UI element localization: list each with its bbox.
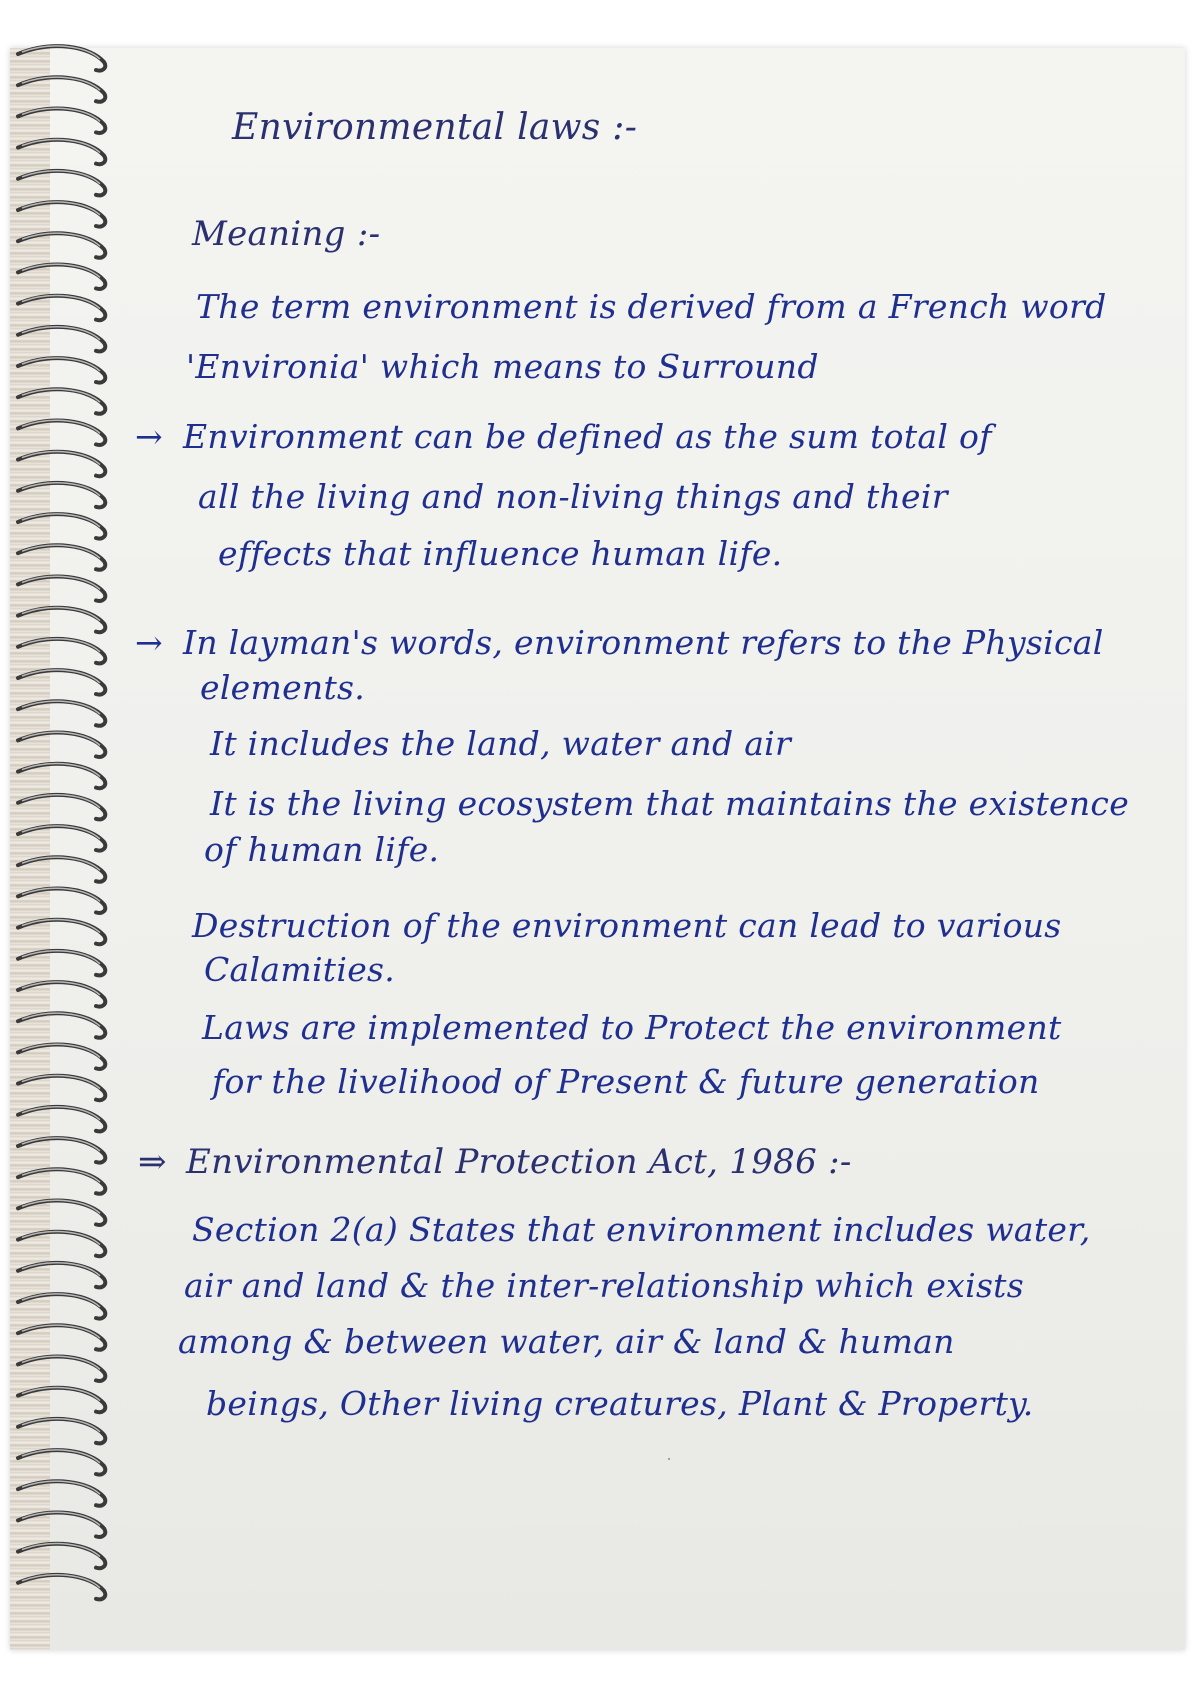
act-heading-row <box>138 1142 852 1182</box>
para2-line-3: effects that influence human life. <box>218 534 783 573</box>
section-line-3: among & between water, air & land & human <box>178 1322 955 1361</box>
meaning-heading: Meaning :- <box>192 214 381 254</box>
double-arrow-icon: ⇒ <box>138 1142 167 1182</box>
para3-line-7: Calamities. <box>204 950 396 989</box>
paper-speck <box>668 1458 670 1460</box>
para1-line-1: The term environment is derived from a French word <box>196 287 1107 326</box>
para3-line-5: of human life. <box>204 830 440 869</box>
arrow-icon: → <box>135 623 163 662</box>
para3-line-3: It includes the land, water and air <box>210 724 792 763</box>
bullet1 <box>135 417 992 457</box>
para1-line-2: 'Environia' which means to Surround <box>186 347 819 386</box>
section-line-1: Section 2(a) States that environment includes water, <box>192 1210 1091 1249</box>
para2-line-2: all the living and non-living things and their <box>198 477 948 516</box>
section-line-4: beings, Other living creatures, Plant & Property. <box>206 1384 1034 1423</box>
act-heading: Environmental Protection Act, 1986 :- <box>186 1142 852 1182</box>
para3-line-9: for the livelihood of Present & future generation <box>212 1062 1040 1101</box>
bullet2 <box>135 623 1104 663</box>
para3-line-1: In layman's words, environment refers to the Physical <box>183 623 1104 662</box>
para3-line-8: Laws are implemented to Protect the environment <box>202 1008 1062 1047</box>
section-line-2: air and land & the inter-relationship which exists <box>184 1266 1024 1305</box>
para3-line-4: It is the living ecosystem that maintains the existence <box>210 784 1130 823</box>
para3-line-6: Destruction of the environment can lead to various <box>192 906 1062 945</box>
para2-line-1: Environment can be defined as the sum total of <box>183 417 992 456</box>
para3-line-2: elements. <box>200 668 366 707</box>
arrow-icon: → <box>135 417 163 456</box>
note-title: Environmental laws :- <box>232 107 638 148</box>
